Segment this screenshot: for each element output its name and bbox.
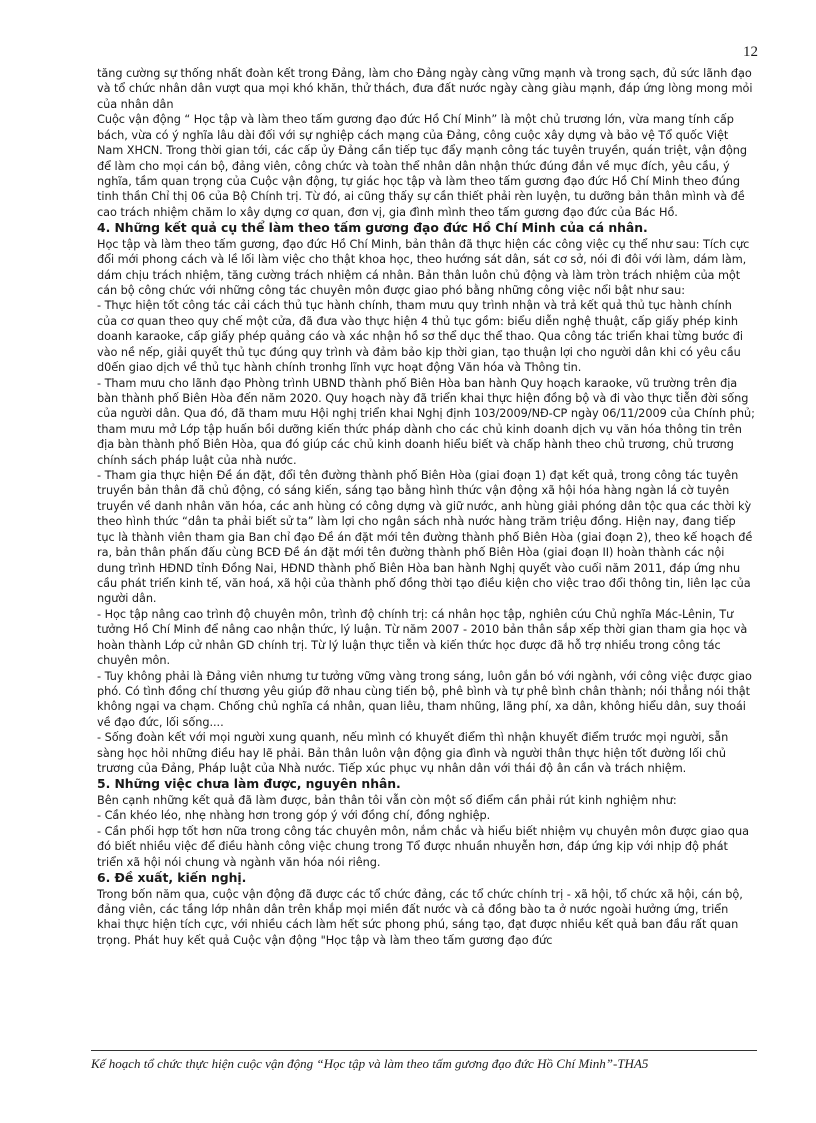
body-paragraph: - Cần phối hợp tốt hơn nữa trong công tác chuyên môn, nắm chắc và hiểu biết nhiệm vụ chuyên môn được giao qua đó biết nhiều việc để điều hành công việc chung trong Tổ được nhuần nhuyễn hơn, đáp ứng kịp với nhịp độ phát triển xã hội nói chung và ngành văn hóa nói riêng.: [97, 824, 749, 869]
body-paragraph: Học tập và làm theo tấm gương, đạo đức Hồ Chí Minh, bản thân đã thực hiện các công việc cụ thể như sau: Tích cực đổi mới phong cách và lề lối làm việc cho thật khoa học, theo hướng sát dân, sát cơ sở, nói đi đôi với làm, dám làm, dám chịu trách nhiệm, tăng cường trách nhiệm cá nhân. Bản thân luôn chủ động và làm tròn trách nhiệm của một cán bộ công chức với những công tác chuyên môn được giao phó bằng những công việc nổi bật như sau:: [97, 237, 750, 297]
body-paragraph: - Cần khéo léo, nhẹ nhàng hơn trong góp ý với đồng chí, đồng nghiệp.: [97, 809, 491, 823]
section-heading: 6. Đề xuất, kiến nghị.: [97, 870, 247, 886]
body-paragraph: - Học tập nâng cao trình độ chuyên môn, trình độ chính trị: cá nhân học tập, nghiên cứu Chủ nghĩa Mác-Lênin, Tư tưởng Hồ Chí Minh để nâng cao nhận thức, lý luận. Từ năm 2007 - 2010 bản thân sắp xếp thời gian tham gia học và hoàn thành Lớp cử nhân GD chính trị. Từ lý luận thực tiễn và kiến thức học được đã hỗ trợ nhiều trong công tác chuyên môn.: [97, 607, 748, 668]
footer-divider: [91, 1050, 757, 1051]
body-paragraph: - Thực hiện tốt công tác cải cách thủ tục hành chính, tham mưu quy trình nhận và trả kết quả thủ tục hành chính của cơ quan theo quy chế một cửa, đã đưa vào thực hiện 4 thủ tục gồm: biểu diễn nghệ thuật, cấp giấy phép kinh doanh karaoke, cấp giấy phép quảng cáo và xác nhận hồ sơ thể dục thể thao. Qua công tác triển khai từng bước đi vào nề nếp, giải quyết thủ tục đúng quy trình và đảm bảo kịp thời gian, tạo thuận lợi cho người dân khi có yêu cầu d0ến giao dịch về thủ tục hành chính tronhg lĩnh vực hoạt động Văn hóa và Thông tin.: [97, 299, 743, 375]
body-paragraph: tăng cường sự thống nhất đoàn kết trong Đảng, làm cho Đảng ngày càng vững mạnh và trong sạch, đủ sức lãnh đạo và tổ chức nhân dân vượt qua mọi khó khăn, thử thách, đưa đất nước ngày càng giàu mạnh, đáp ứng lòng mong mỏi của nhân dân: [97, 67, 753, 111]
body-paragraph: Cuộc vận động “ Học tập và làm theo tấm gương đạo đức Hồ Chí Minh” là một chủ trương lớn, vừa mang tính cấp bách, vừa có ý nghĩa lâu dài đối với sự nghiệp cách mạng của Đảng, công cuộc xây dựng và bảo vệ Tổ quốc Việt Nam XHCN. Trong thời gian tới, các cấp ủy Đảng cần tiếp tục đẩy mạnh công tác tuyên truyền, quán triệt, vận động để làm cho mọi cán bộ, đảng viên, công chức và toàn thể nhân dân nhận thức đúng đắn về mục đích, yêu cầu, ý nghĩa, tầm quan trọng của Cuộc vận động, tự giác học tập và làm theo tấm gương đạo đức Hồ Chí Minh theo đúng tinh thần Chỉ thị 06 của Bộ Chính trị. Từ đó, ai cũng thấy sự cần thiết phải rèn luyện, tu dưỡng bản thân mình và đề cao trách nhiệm chăm lo xây dựng cơ quan, đơn vị, gia đình mình theo tấm gương đạo đức của Bác Hồ.: [97, 113, 748, 219]
body-paragraph: Trong bốn năm qua, cuộc vận động đã được các tổ chức đảng, các tổ chức chính trị - xã hội, tổ chức xã hội, cán bộ, đảng viên, các tầng lớp nhân dân trên khắp mọi miền đất nước và cả đồng bào ta ở nước ngoài hưởng ứng, triển khai thực hiện tích cực, với nhiều cách làm hết sức phong phú, sáng tạo, đạt được nhiều kết quả ban đầu rất quan trọng. Phát huy kết quả Cuộc vận động "Học tập và làm theo tấm gương đạo đức: [97, 887, 743, 947]
body-paragraph: - Sống đoàn kết với mọi người xung quanh, nếu mình có khuyết điểm thì nhận khuyết điểm trước mọi người, sẵn sàng học hỏi những điều hay lẽ phải. Bản thân luôn vận động gia đình và người thân thực hiện tốt đường lối chủ trương của Đảng, Pháp luật của Nhà nước. Tiếp xúc phục vụ nhân dân với thái độ ân cần và trách nhiệm.: [97, 731, 729, 776]
page-number: 12: [743, 44, 758, 60]
body-paragraph: - Tham gia thực hiện Đề án đặt, đổi tên đường thành phố Biên Hòa (giai đoạn 1) đạt kết quả, trong công tác tuyên truyền bản thân đã chủ động, có sáng kiến, sáng tạo bằng hình thức vận động xã hội hóa hàng ngàn lá cờ tuyên truyền về danh nhân văn hóa, các anh hùng có công dựng và giữ nước, anh hùng giải phóng dân tộc qua các thời kỳ theo hình thức “dân ta phải biết sử ta” làm lợi cho ngân sách nhà nước hàng trăm triệu đồng. Hiện nay, đang tiếp tục là thành viên tham gia Ban chỉ đạo Đề án đặt mới tên đường thành phố Biên Hòa (giai đoạn 2), theo kế hoạch đề ra, bản thân phấn đấu cùng BCĐ Đề án đặt mới tên đường thành phố Biên Hòa (giai đoạn II) hoàn thành các nội dung trình HĐND tỉnh Đồng Nai, HĐND thành phố Biên Hòa ban hành Nghị quyết vào cuối năm 2011, đáp ứng nhu cầu phát triển kinh tế, văn hoá, xã hội của thành phố đồng thời tạo điều kiện cho việc trao đổi thông tin, liên lạc của người dân.: [97, 469, 753, 606]
page-footer: Kế hoạch tổ chức thực hiện cuộc vận động “Học tập và làm theo tấm gương đạo đức Hồ Chí Minh”-THA5: [91, 1056, 649, 1071]
body-paragraph: - Tham mưu cho lãnh đạo Phòng trình UBND thành phố Biên Hòa ban hành Quy hoạch karaoke, vũ trường trên địa bàn thành phố Biên Hòa đến năm 2020. Quy hoạch này đã triển khai thực hiện đồng bộ và đi vào thực tiễn đời sống của người dân. Qua đó, đã tham mưu Hội nghị triển khai Nghị định 103/2009/NĐ-CP ngày 06/11/2009 của Chính phủ; tham mưu mở Lớp tập huấn bồi dưỡng kiến thức pháp dành cho các chủ kinh doanh dịch vụ văn hóa thông tin trên địa bàn thành phố Biên Hòa, qua đó giúp các chủ kinh doanh hiểu biết và chấp hành theo chủ trương, chủ trương chính sách pháp luật của nhà nước.: [97, 376, 755, 467]
body-paragraph: - Tuy không phải là Đảng viên nhưng tư tưởng vững vàng trong sáng, luôn gắn bó với ngành, với công việc được giao phó. Có tình đồng chí thương yêu giúp đỡ nhau cùng tiến bộ, phê bình và tự phê bình chân thành; nói thẳng nói thật không ngại va chạm. Chống chủ nghĩa cá nhân, quan liêu, tham nhũng, lãng phí, xa dân, không hiểu dân, suy thoái về đạo đức, lối sống....: [97, 669, 752, 729]
section-heading: 4. Những kết quả cụ thể làm theo tấm gương đạo đức Hồ Chí Minh của cá nhân.: [97, 220, 648, 236]
section-heading: 5. Những việc chưa làm được, nguyên nhân.: [97, 776, 401, 792]
body-paragraph: Bên cạnh những kết quả đã làm được, bản thân tôi vẫn còn một số điểm cần phải rút kinh nghiệm như:: [97, 793, 677, 807]
document-body: [97, 66, 755, 948]
